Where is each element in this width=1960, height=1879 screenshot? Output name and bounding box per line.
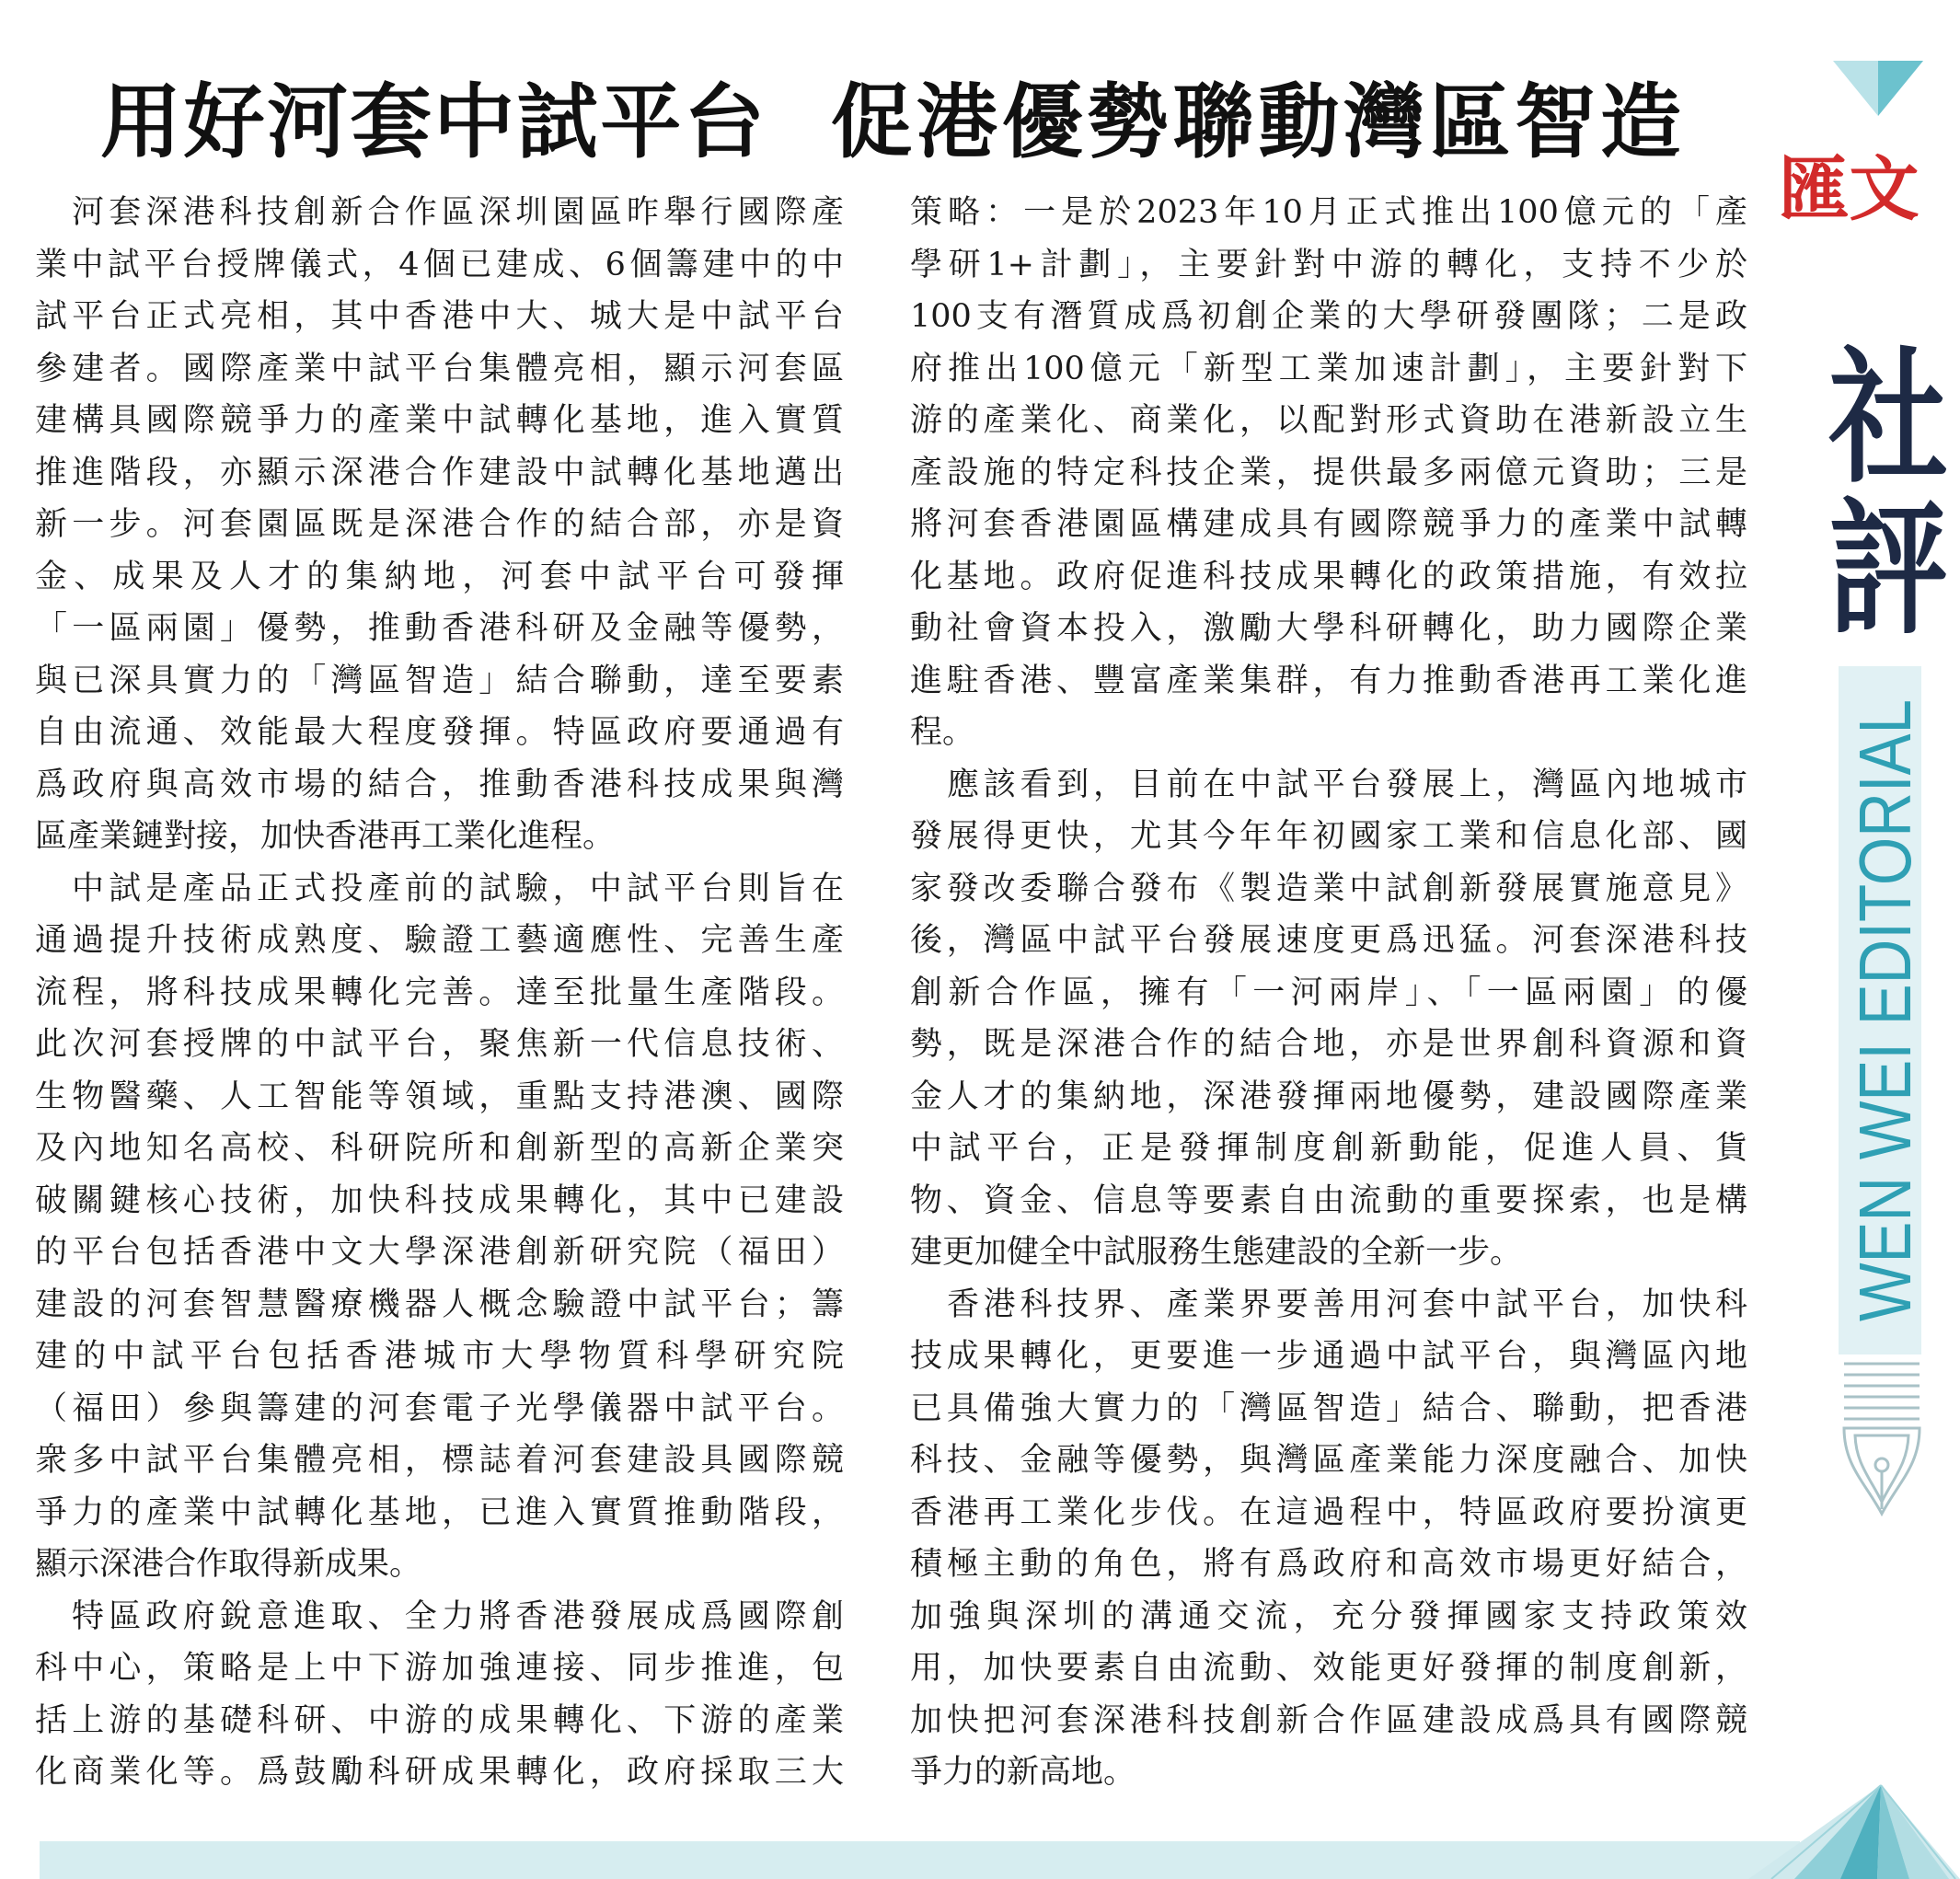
- headline: [100, 74, 1681, 169]
- text-line: 將河套香港園區構建成具有國際競爭力的產業中試轉: [910, 506, 1747, 543]
- text-line: 建的中試平台包括香港城市大學物質科學研究院: [35, 1338, 844, 1375]
- text-line: 化基地。政府促進科技成果轉化的政策措施，有效拉: [910, 558, 1747, 595]
- text-line: 化商業化等。爲鼓勵科研成果轉化，政府採取三大: [35, 1754, 844, 1791]
- text-line: 金人才的集納地，深港發揮兩地優勢，建設國際產業: [910, 1078, 1747, 1115]
- text-line: 產設施的特定科技企業，提供最多兩億元資助；三是: [910, 454, 1747, 491]
- paragraph: [35, 1591, 844, 1799]
- text-line: 發展得更快，尤其今年年初國家工業和信息化部、國: [910, 818, 1747, 855]
- text-line: 創新合作區，擁有「一河兩岸」、「一區兩園」的優: [910, 974, 1747, 1011]
- text-line: 加強與深圳的溝通交流，充分發揮國家支持政策效: [910, 1597, 1747, 1635]
- section-label: 社評: [1808, 340, 1948, 642]
- text-line: 中試平台，正是發揮制度創新動能，促進人員、貨: [910, 1130, 1747, 1167]
- headline-part-1: 用好河套中試平台: [100, 74, 765, 169]
- text-line: 特區政府銳意進取、全力將香港發展成爲國際創: [72, 1597, 844, 1635]
- text-line: 應該看到，目前在中試平台發展上，灣區內地城市: [947, 766, 1747, 803]
- text-line: 衆多中試平台集體亮相，標誌着河套建設具國際競: [35, 1442, 844, 1479]
- text-line: 破關鍵核心技術，加快科技成果轉化，其中已建設: [35, 1182, 844, 1219]
- brand-logo-text: 文匯: [1768, 152, 1920, 235]
- text-line: 河套深港科技創新合作區深圳園區昨舉行國際產: [72, 194, 844, 231]
- triangle-ornament: [1833, 61, 1923, 116]
- text-line: 科技、金融等優勢，與灣區產業能力深度融合、加快: [910, 1442, 1747, 1479]
- pen-nib-icon: [1844, 1364, 1920, 1514]
- text-line: 已具備強大實力的「灣區智造」結合、聯動，把香港: [910, 1389, 1747, 1427]
- text-line: 新一步。河套園區既是深港合作的結合部，亦是資: [35, 506, 844, 543]
- text-line: 建更加健全中試服務生態建設的全新一步。: [910, 1234, 1523, 1271]
- headline-part-2: 促港優勢聯動灣區智造: [831, 74, 1681, 169]
- text-line: （福田）參與籌建的河套電子光學儀器中試平台。: [35, 1389, 844, 1427]
- text-line: 100支有潛質成爲初創企業的大學研發團隊；二是政: [910, 298, 1747, 335]
- text-line: 技成果轉化，更要進一步通過中試平台，與灣區內地: [910, 1338, 1747, 1375]
- text-line: 的平台包括香港中文大學深港創新研究院（福田）: [35, 1234, 844, 1271]
- article-column-left: [35, 187, 844, 1799]
- text-line: 勢，既是深港合作的結合地，亦是世界創科資源和資: [910, 1026, 1747, 1063]
- pen-tip-ornament: [1748, 1785, 1960, 1879]
- bottom-rule: [40, 1841, 1800, 1879]
- text-line: 爲政府與高效市場的結合，推動香港科技成果與灣: [35, 766, 844, 803]
- text-line: 游的產業化、商業化，以配對形式資助在港新設立生: [910, 402, 1747, 439]
- text-line: 業中試平台授牌儀式，4個已建成、6個籌建中的中: [35, 246, 844, 283]
- text-line: 建構具國際競爭力的產業中試轉化基地，進入實質: [35, 402, 844, 439]
- text-line: 區產業鏈對接，加快香港再工業化進程。: [35, 818, 616, 855]
- text-line: 中試是產品正式投產前的試驗，中試平台則旨在: [72, 870, 844, 907]
- text-line: 香港科技界、產業界要善用河套中試平台，加快科: [947, 1285, 1747, 1323]
- paragraph: [35, 863, 844, 1591]
- text-line: 進駐香港、豐富產業集群，有力推動香港再工業化進: [910, 662, 1747, 699]
- text-line: 家發改委聯合發布《製造業中試創新發展實施意見》: [910, 870, 1747, 907]
- text-line: 及內地知名高校、科研院所和創新型的高新企業突: [35, 1130, 844, 1167]
- text-line: 爭力的新高地。: [910, 1754, 1136, 1791]
- article-column-right: [910, 187, 1747, 1799]
- text-line: 推進階段，亦顯示深港合作建設中試轉化基地邁出: [35, 454, 844, 491]
- text-line: 括上游的基礎科研、中游的成果轉化、下游的產業: [35, 1701, 844, 1739]
- text-line: 學研1+計劃」，主要針對中游的轉化，支持不少於: [910, 246, 1747, 283]
- text-line: 生物醫藥、人工智能等領域，重點支持港澳、國際: [35, 1078, 844, 1115]
- text-line: 程。: [910, 714, 975, 751]
- text-line: 自由流通、效能最大程度發揮。特區政府要通過有: [35, 714, 844, 751]
- text-line: 物、資金、信息等要素自由流動的重要探索，也是構: [910, 1182, 1747, 1219]
- paragraph: [910, 759, 1747, 1279]
- text-line: 香港再工業化步伐。在這過程中，特區政府要扮演更: [910, 1493, 1747, 1531]
- text-line: 試平台正式亮相，其中香港中大、城大是中試平台: [35, 298, 844, 335]
- text-line: 後，灣區中試平台發展速度更爲迅猛。河套深港科技: [910, 922, 1747, 959]
- paragraph: [910, 1279, 1747, 1799]
- text-line: 動社會資本投入，激勵大學科研轉化，助力國際企業: [910, 610, 1747, 647]
- text-line: 流程，將科技成果轉化完善。達至批量生產階段。: [35, 974, 844, 1011]
- text-line: 科中心，策略是上中下游加強連接、同步推進，包: [35, 1650, 844, 1687]
- text-line: 積極主動的角色，將有爲政府和高效市場更好結合，: [910, 1546, 1747, 1583]
- text-line: 與已深具實力的「灣區智造」結合聯動，達至要素: [35, 662, 844, 699]
- paragraph: [35, 187, 844, 863]
- paragraph: [910, 187, 1747, 759]
- text-line: 加快把河套深港科技創新合作區建設成爲具有國際競: [910, 1701, 1747, 1739]
- text-line: 顯示深港合作取得新成果。: [35, 1546, 422, 1583]
- text-line: 用，加快要素自由流動、效能更好發揮的制度創新，: [910, 1650, 1747, 1687]
- text-line: 參建者。國際產業中試平台集體亮相，顯示河套區: [35, 350, 844, 387]
- text-line: 府推出100億元「新型工業加速計劃」，主要針對下: [910, 350, 1747, 387]
- text-line: 通過提升技術成熟度、驗證工藝適應性、完善生產: [35, 922, 844, 959]
- text-line: 此次河套授牌的中試平台，聚焦新一代信息技術、: [35, 1026, 844, 1063]
- text-line: 策略：一是於2023年10月正式推出100億元的「產: [910, 194, 1747, 231]
- english-section-title: WEN WEI EDITORIAL: [1844, 582, 1926, 1321]
- text-line: 「一區兩園」優勢，推動香港科研及金融等優勢，: [35, 610, 844, 647]
- text-line: 建設的河套智慧醫療機器人概念驗證中試平台；籌: [35, 1285, 844, 1323]
- text-line: 金、成果及人才的集納地，河套中試平台可發揮: [35, 558, 844, 595]
- text-line: 爭力的產業中試轉化基地，已進入實質推動階段，: [35, 1493, 844, 1531]
